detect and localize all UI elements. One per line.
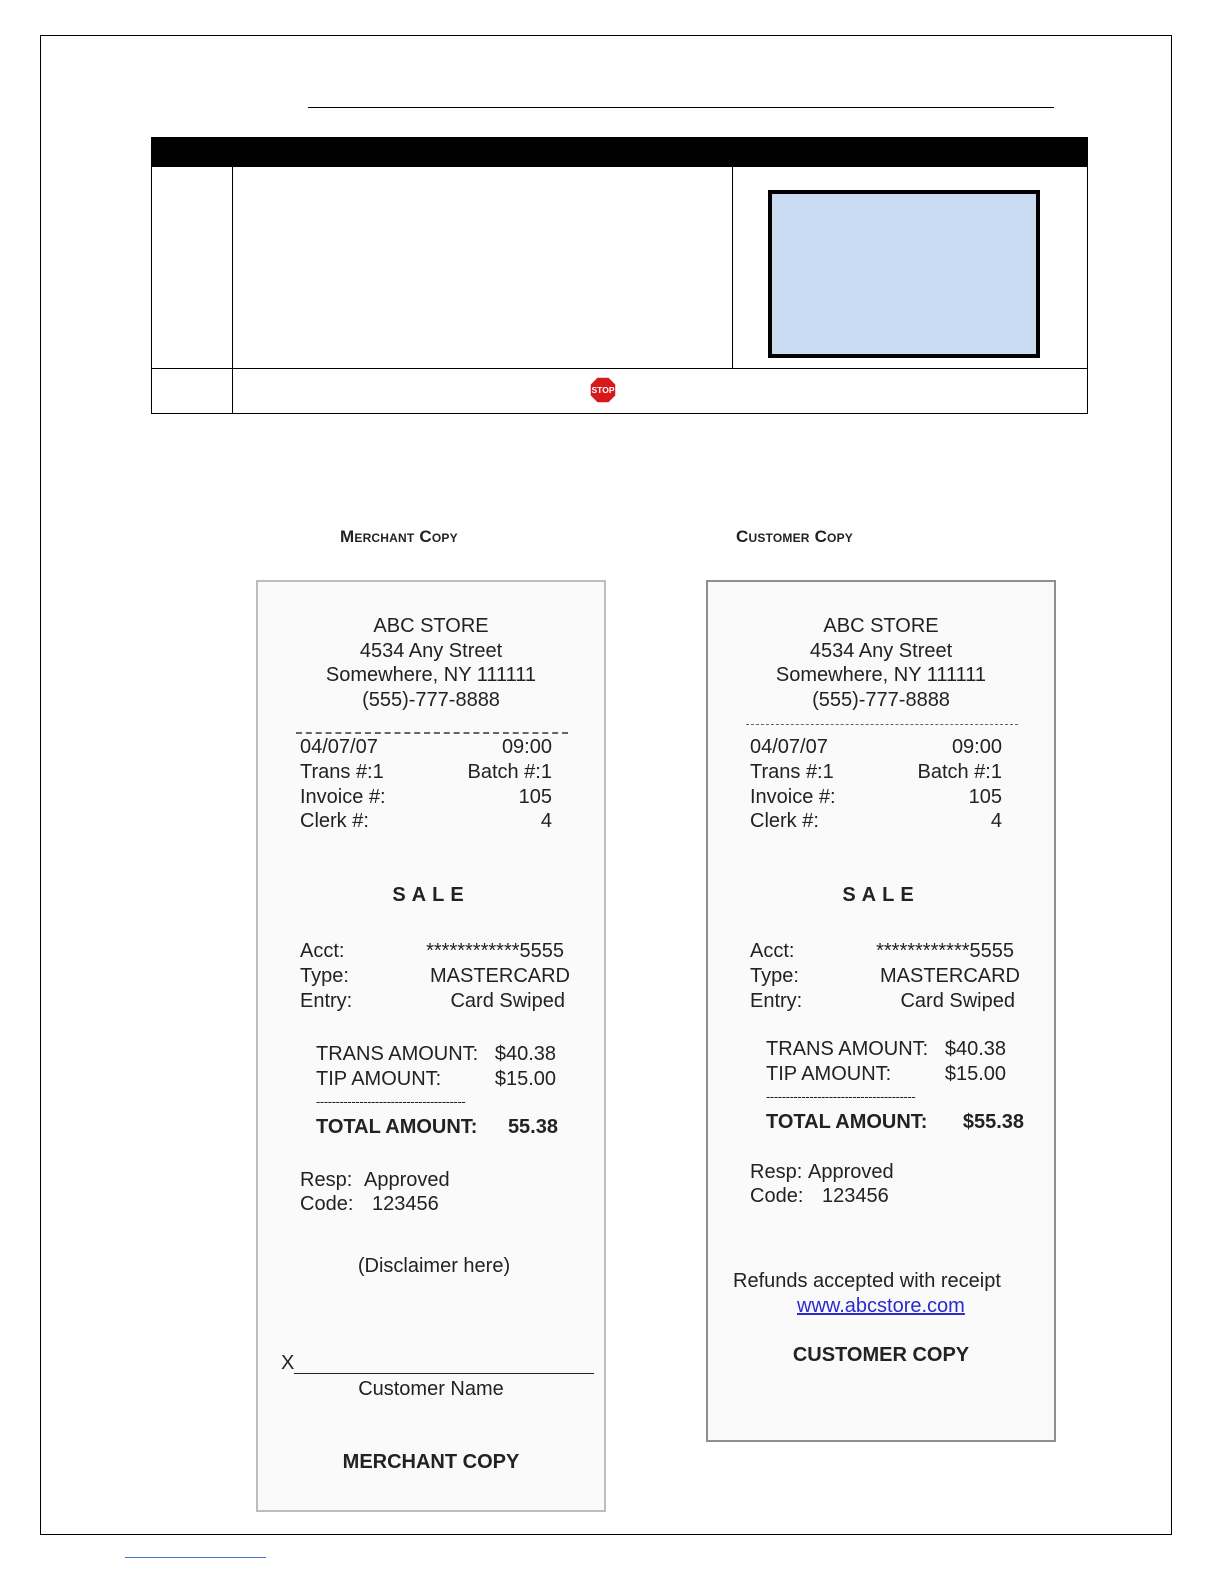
merchant-receipt bbox=[256, 580, 606, 1512]
step-table-header bbox=[152, 138, 1087, 167]
sale-heading: SALE bbox=[842, 884, 920, 906]
code-value: 123456 bbox=[822, 1185, 889, 1207]
store-name: ABC STORE bbox=[373, 615, 489, 637]
acct-label: Acct: bbox=[750, 940, 795, 962]
terminal-screen-placeholder bbox=[768, 190, 1040, 358]
amount-divider: -------------------------------------- bbox=[766, 1089, 916, 1104]
acct-value: ************5555 bbox=[426, 940, 564, 962]
invoice-label: Invoice #: bbox=[300, 786, 386, 808]
column-divider bbox=[232, 167, 233, 413]
entry-value: Card Swiped bbox=[900, 990, 1015, 1012]
store-website-link[interactable]: www.abcstore.com bbox=[797, 1295, 965, 1317]
column-divider bbox=[732, 167, 733, 369]
type-value: MASTERCARD bbox=[879, 965, 1020, 987]
type-label: Type: bbox=[750, 965, 799, 987]
disclaimer-text: (Disclaimer here) bbox=[357, 1255, 511, 1277]
dashed-divider bbox=[746, 724, 1018, 725]
store-city: Somewhere, NY 111111 bbox=[325, 664, 537, 686]
acct-value: ************5555 bbox=[876, 940, 1014, 962]
store-header bbox=[708, 614, 1054, 712]
tip-amount-label: TIP AMOUNT: bbox=[316, 1068, 442, 1090]
row-divider bbox=[152, 368, 1087, 369]
total-amount-label: TOTAL AMOUNT: bbox=[316, 1116, 478, 1138]
trans-amount-value: $40.38 bbox=[494, 1043, 556, 1065]
step-table bbox=[151, 137, 1088, 414]
clerk-label: Clerk #: bbox=[750, 810, 819, 832]
type-value: MASTERCARD bbox=[429, 965, 570, 987]
entry-label: Entry: bbox=[750, 990, 803, 1012]
resp-value: Approved bbox=[364, 1169, 450, 1191]
dashed-divider bbox=[296, 732, 568, 734]
tip-amount-value: $15.00 bbox=[944, 1063, 1006, 1085]
code-value: 123456 bbox=[372, 1193, 439, 1215]
store-street: 4534 Any Street bbox=[809, 639, 953, 662]
merchant-copy-footer: MERCHANT COPY bbox=[342, 1451, 520, 1473]
store-phone: (555)-777-8888 bbox=[812, 688, 950, 711]
tip-amount-value: $15.00 bbox=[494, 1068, 556, 1090]
trans-amount-value: $40.38 bbox=[944, 1038, 1006, 1060]
type-label: Type: bbox=[300, 965, 349, 987]
clerk-value: 4 bbox=[990, 810, 1002, 832]
invoice-value: 105 bbox=[518, 786, 552, 808]
resp-label: Resp: bbox=[300, 1169, 353, 1191]
invoice-label: Invoice #: bbox=[750, 786, 836, 808]
receipt-date: 04/07/07 bbox=[300, 736, 378, 758]
stop-sign-icon bbox=[589, 376, 617, 404]
customer-copy-title: Customer Copy bbox=[736, 527, 854, 546]
customer-copy-footer: CUSTOMER COPY bbox=[792, 1344, 970, 1366]
code-label: Code: bbox=[750, 1185, 804, 1207]
footer-link-underline bbox=[125, 1557, 266, 1558]
header-rule bbox=[308, 107, 1054, 108]
invoice-value: 105 bbox=[968, 786, 1002, 808]
trans-amount-label: TRANS AMOUNT: bbox=[316, 1043, 479, 1065]
receipt-date: 04/07/07 bbox=[750, 736, 828, 758]
amount-divider: -------------------------------------- bbox=[316, 1094, 466, 1109]
tip-amount-label: TIP AMOUNT: bbox=[766, 1063, 892, 1085]
total-amount-value: 55.38 bbox=[507, 1116, 558, 1138]
merchant-copy-title: Merchant Copy bbox=[340, 527, 458, 546]
batch-number: Batch #:1 bbox=[917, 761, 1002, 783]
entry-value: Card Swiped bbox=[450, 990, 565, 1012]
total-amount-label: TOTAL AMOUNT: bbox=[766, 1111, 928, 1133]
refund-note: Refunds accepted with receipt bbox=[733, 1270, 1001, 1292]
trans-amount-label: TRANS AMOUNT: bbox=[766, 1038, 929, 1060]
trans-number: Trans #:1 bbox=[300, 761, 384, 783]
receipt-time: 09:00 bbox=[501, 736, 552, 758]
store-street: 4534 Any Street bbox=[359, 639, 503, 662]
batch-number: Batch #:1 bbox=[467, 761, 552, 783]
stop-sign-label: STOP bbox=[591, 385, 615, 396]
customer-receipt bbox=[706, 580, 1056, 1442]
sale-heading: SALE bbox=[392, 884, 470, 906]
trans-number: Trans #:1 bbox=[750, 761, 834, 783]
resp-label: Resp: bbox=[750, 1161, 803, 1183]
store-name: ABC STORE bbox=[823, 615, 939, 637]
entry-label: Entry: bbox=[300, 990, 353, 1012]
total-amount-value: $55.38 bbox=[962, 1111, 1024, 1133]
signature-line bbox=[294, 1373, 594, 1374]
resp-value: Approved bbox=[808, 1161, 894, 1183]
store-city: Somewhere, NY 111111 bbox=[775, 664, 987, 686]
code-label: Code: bbox=[300, 1193, 354, 1215]
signature-x: X bbox=[281, 1352, 295, 1374]
acct-label: Acct: bbox=[300, 940, 345, 962]
customer-name-caption: Customer Name bbox=[358, 1378, 504, 1400]
clerk-value: 4 bbox=[540, 810, 552, 832]
store-phone: (555)-777-8888 bbox=[362, 688, 500, 711]
receipt-time: 09:00 bbox=[951, 736, 1002, 758]
clerk-label: Clerk #: bbox=[300, 810, 369, 832]
store-header bbox=[258, 614, 604, 712]
